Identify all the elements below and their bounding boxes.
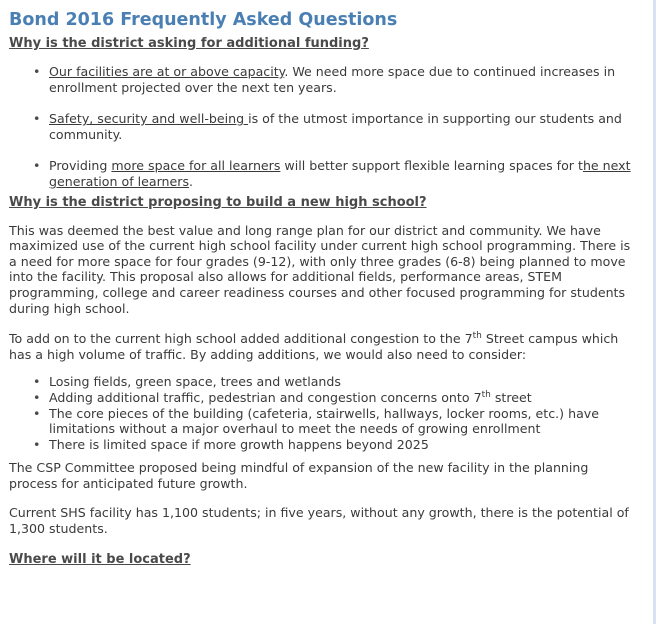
safety-link[interactable]: Safety, security and well-being: [49, 111, 249, 127]
page-title: Bond 2016 Frequently Asked Questions: [9, 10, 398, 30]
question-location: Where will it be located?: [9, 551, 191, 567]
congestion-paragraph: [9, 331, 637, 362]
list-item: [49, 158, 647, 189]
superscript: th: [481, 389, 491, 400]
question-new-high-school: Why is the district proposing to build a new high school?: [9, 194, 427, 210]
list-item-text: . We need more space due to continued increases in enrollment projected over the next ten years.: [49, 64, 616, 95]
list-item-text: will better support flexible learning spaces for t: [280, 158, 583, 174]
list-item: [49, 64, 647, 95]
list-item: [49, 111, 647, 142]
list-item-text: Providing: [49, 158, 112, 174]
list-item: • The core pieces of the building (cafeteria, stairwells, hallways, locker rooms, etc.) have limitations without a major overhaul to meet the needs of growing enrollment: [49, 406, 647, 437]
list-item: [49, 390, 647, 406]
list-item: • Losing fields, green space, trees and wetlands: [49, 374, 647, 390]
question-funding: Why is the district asking for additional funding?: [9, 36, 369, 51]
paragraph-text: To add on to the current high school added additional congestion to the 7: [9, 331, 473, 347]
next-generation-link[interactable]: he next generation of learners: [49, 158, 631, 189]
paragraph-text: Street campus which has a high volume of traffic. By adding additions, we would also need to consider:: [9, 331, 619, 362]
answer-paragraph: This was deemed the best value and long range plan for our district and community. We have maximized use of the current high school facility under current high school programming. There is a need for more space for four grades (9-12), with only three grades (6-8) being planned to move into the facility. This proposal also allows for additional fields, performance areas, STEM programming, college and career readiness courses and other focused programming for students during high school.: [9, 222, 631, 316]
list-item: • There is limited space if more growth happens beyond 2025: [49, 437, 647, 453]
considerations-list: [9, 374, 653, 452]
superscript: th: [472, 330, 482, 341]
list-item-text: street: [490, 389, 532, 405]
csp-paragraph: The CSP Committee proposed being mindful of expansion of the new facility in the planning process for anticipated future growth.: [9, 460, 589, 491]
enrollment-paragraph: Current SHS facility has 1,100 students; in five years, without any growth, there is the potential of 1,300 students.: [9, 505, 629, 537]
funding-reasons-list: [9, 64, 653, 190]
list-item-text: .: [189, 173, 194, 189]
list-item-text: Adding additional traffic, pedestrian and congestion concerns onto 7: [49, 389, 482, 405]
capacity-link[interactable]: Our facilities are at or above capacity: [49, 64, 285, 79]
list-item-text: is of the utmost importance in supporting our students and community.: [49, 111, 622, 142]
more-space-link[interactable]: more space for all learners: [111, 158, 281, 174]
